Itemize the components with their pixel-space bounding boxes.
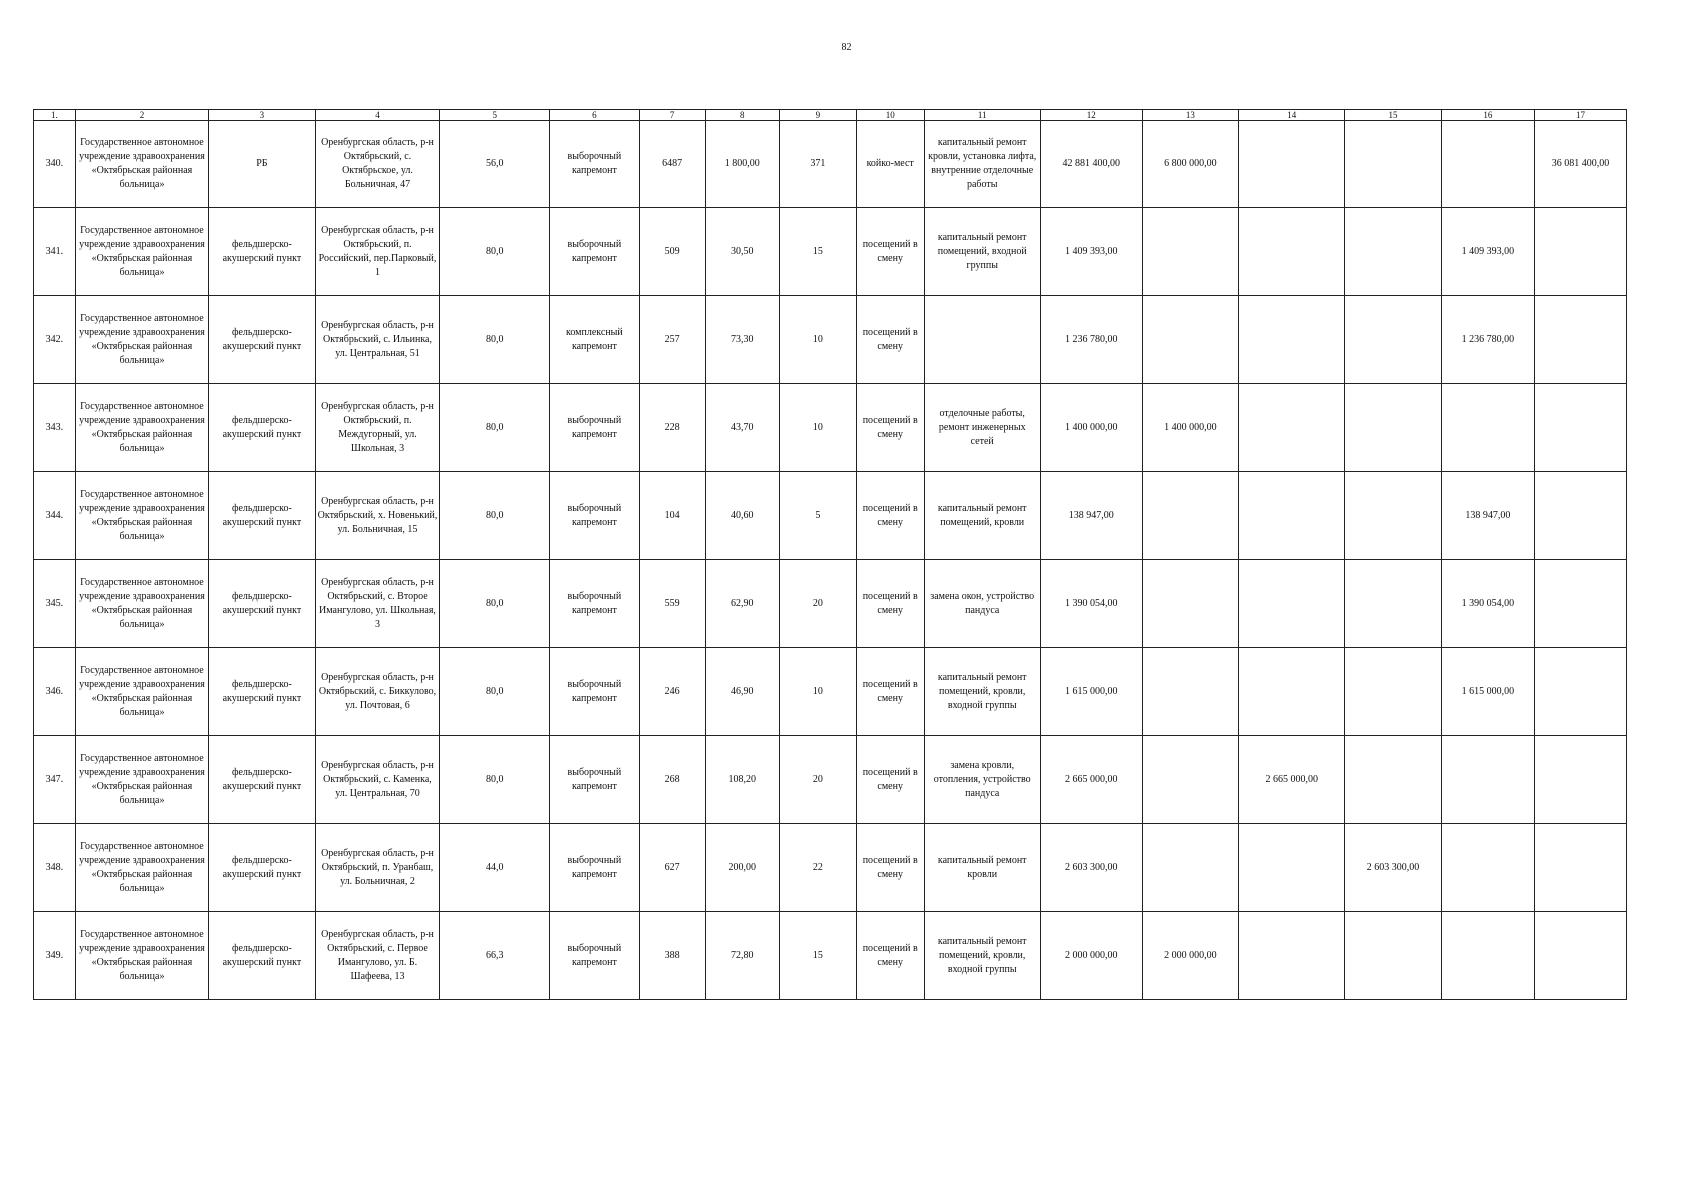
col-8-value: 1 800,00 bbox=[705, 121, 780, 208]
table-row bbox=[34, 912, 1627, 1000]
column-header: 9 bbox=[780, 110, 857, 121]
total-amount: 138 947,00 bbox=[1040, 472, 1142, 560]
col-13-amount bbox=[1142, 824, 1238, 912]
address: Оренбургская область, р-н Октябрьский, п. Уранбаш, ул. Больничная, 2 bbox=[315, 824, 440, 912]
col-13-amount: 2 000 000,00 bbox=[1142, 912, 1238, 1000]
total-amount: 2 000 000,00 bbox=[1040, 912, 1142, 1000]
works-description: замена окон, устройство пандуса bbox=[924, 560, 1040, 648]
page-number: 82 bbox=[841, 42, 852, 53]
organization: Государственное автономное учреждение здравоохранения «Октябрьская районная больница» bbox=[75, 208, 209, 296]
row-number: 347. bbox=[34, 736, 76, 824]
column-header: 7 bbox=[639, 110, 705, 121]
table-row bbox=[34, 824, 1627, 912]
works-description: замена кровли, отопления, устройство пандуса bbox=[924, 736, 1040, 824]
capacity-unit: посещений в смену bbox=[856, 208, 924, 296]
col-15-amount bbox=[1345, 736, 1441, 824]
repair-type: выборочный капремонт bbox=[549, 472, 639, 560]
row-number: 342. bbox=[34, 296, 76, 384]
col-17-amount bbox=[1534, 296, 1626, 384]
col-5-value: 80,0 bbox=[440, 560, 550, 648]
col-14-amount bbox=[1239, 121, 1345, 208]
works-description: капитальный ремонт помещений, входной группы bbox=[924, 208, 1040, 296]
col-16-amount bbox=[1441, 384, 1534, 472]
works-description: отделочные работы, ремонт инженерных сетей bbox=[924, 384, 1040, 472]
col-7-value: 104 bbox=[639, 472, 705, 560]
col-17-amount bbox=[1534, 736, 1626, 824]
col-13-amount bbox=[1142, 560, 1238, 648]
col-13-amount: 6 800 000,00 bbox=[1142, 121, 1238, 208]
column-header: 16 bbox=[1441, 110, 1534, 121]
capacity-unit: посещений в смену bbox=[856, 560, 924, 648]
works-description: капитальный ремонт помещений, кровли, входной группы bbox=[924, 648, 1040, 736]
col-7-value: 509 bbox=[639, 208, 705, 296]
col-14-amount bbox=[1239, 296, 1345, 384]
table-row bbox=[34, 736, 1627, 824]
facility-type: фельдшерско-акушерский пункт bbox=[209, 560, 315, 648]
column-header: 4 bbox=[315, 110, 440, 121]
col-17-amount bbox=[1534, 912, 1626, 1000]
capacity-unit: посещений в смену bbox=[856, 912, 924, 1000]
address: Оренбургская область, р-н Октябрьский, с. Второе Имангулово, ул. Школьная, 3 bbox=[315, 560, 440, 648]
column-header: 5 bbox=[440, 110, 550, 121]
row-number: 340. bbox=[34, 121, 76, 208]
col-8-value: 73,30 bbox=[705, 296, 780, 384]
col-5-value: 44,0 bbox=[440, 824, 550, 912]
capacity-unit: посещений в смену bbox=[856, 736, 924, 824]
col-15-amount bbox=[1345, 121, 1441, 208]
col-8-value: 200,00 bbox=[705, 824, 780, 912]
col-13-amount bbox=[1142, 648, 1238, 736]
col-15-amount: 2 603 300,00 bbox=[1345, 824, 1441, 912]
row-number: 344. bbox=[34, 472, 76, 560]
total-amount: 2 603 300,00 bbox=[1040, 824, 1142, 912]
col-16-amount bbox=[1441, 736, 1534, 824]
facility-type: фельдшерско-акушерский пункт bbox=[209, 472, 315, 560]
organization: Государственное автономное учреждение здравоохранения «Октябрьская районная больница» bbox=[75, 296, 209, 384]
address: Оренбургская область, р-н Октябрьский, с. Каменка, ул. Центральная, 70 bbox=[315, 736, 440, 824]
column-header: 3 bbox=[209, 110, 315, 121]
col-9-value: 5 bbox=[780, 472, 857, 560]
repair-type: выборочный капремонт bbox=[549, 560, 639, 648]
total-amount: 1 390 054,00 bbox=[1040, 560, 1142, 648]
address: Оренбургская область, р-н Октябрьский, п. Междугорный, ул. Школьная, 3 bbox=[315, 384, 440, 472]
table-body bbox=[34, 121, 1627, 1000]
col-7-value: 388 bbox=[639, 912, 705, 1000]
col-5-value: 80,0 bbox=[440, 472, 550, 560]
col-15-amount bbox=[1345, 208, 1441, 296]
repair-type: выборочный капремонт bbox=[549, 121, 639, 208]
address: Оренбургская область, р-н Октябрьский, с. Биккулово, ул. Почтовая, 6 bbox=[315, 648, 440, 736]
facility-type: фельдшерско-акушерский пункт bbox=[209, 736, 315, 824]
repair-type: комплексный капремонт bbox=[549, 296, 639, 384]
address: Оренбургская область, р-н Октябрьский, с. Первое Имангулово, ул. Б. Шафеева, 13 bbox=[315, 912, 440, 1000]
col-9-value: 22 bbox=[780, 824, 857, 912]
col-9-value: 10 bbox=[780, 296, 857, 384]
column-header: 8 bbox=[705, 110, 780, 121]
organization: Государственное автономное учреждение здравоохранения «Октябрьская районная больница» bbox=[75, 648, 209, 736]
capacity-unit: койко-мест bbox=[856, 121, 924, 208]
col-9-value: 10 bbox=[780, 384, 857, 472]
capacity-unit: посещений в смену bbox=[856, 472, 924, 560]
address: Оренбургская область, р-н Октябрьский, х. Новенький, ул. Больничная, 15 bbox=[315, 472, 440, 560]
row-number: 345. bbox=[34, 560, 76, 648]
col-14-amount bbox=[1239, 560, 1345, 648]
col-13-amount bbox=[1142, 736, 1238, 824]
col-5-value: 80,0 bbox=[440, 384, 550, 472]
capacity-unit: посещений в смену bbox=[856, 648, 924, 736]
organization: Государственное автономное учреждение здравоохранения «Октябрьская районная больница» bbox=[75, 560, 209, 648]
col-17-amount bbox=[1534, 472, 1626, 560]
address: Оренбургская область, р-н Октябрьский, с. Ильинка, ул. Центральная, 51 bbox=[315, 296, 440, 384]
table-row bbox=[34, 208, 1627, 296]
col-15-amount bbox=[1345, 648, 1441, 736]
col-9-value: 15 bbox=[780, 208, 857, 296]
total-amount: 1 400 000,00 bbox=[1040, 384, 1142, 472]
address: Оренбургская область, р-н Октябрьский, п. Российский, пер.Парковый, 1 bbox=[315, 208, 440, 296]
repair-type: выборочный капремонт bbox=[549, 736, 639, 824]
column-header: 15 bbox=[1345, 110, 1441, 121]
facility-type: РБ bbox=[209, 121, 315, 208]
row-number: 349. bbox=[34, 912, 76, 1000]
address: Оренбургская область, р-н Октябрьский, с. Октябрьское, ул. Больничная, 47 bbox=[315, 121, 440, 208]
col-17-amount bbox=[1534, 384, 1626, 472]
col-15-amount bbox=[1345, 384, 1441, 472]
total-amount: 1 409 393,00 bbox=[1040, 208, 1142, 296]
col-16-amount: 138 947,00 bbox=[1441, 472, 1534, 560]
total-amount: 1 236 780,00 bbox=[1040, 296, 1142, 384]
table-row bbox=[34, 648, 1627, 736]
col-5-value: 66,3 bbox=[440, 912, 550, 1000]
works-description: капитальный ремонт помещений, кровли bbox=[924, 472, 1040, 560]
col-14-amount bbox=[1239, 208, 1345, 296]
col-16-amount: 1 615 000,00 bbox=[1441, 648, 1534, 736]
column-header: 11 bbox=[924, 110, 1040, 121]
col-16-amount: 1 390 054,00 bbox=[1441, 560, 1534, 648]
organization: Государственное автономное учреждение здравоохранения «Октябрьская районная больница» bbox=[75, 384, 209, 472]
table-row bbox=[34, 121, 1627, 208]
organization: Государственное автономное учреждение здравоохранения «Октябрьская районная больница» bbox=[75, 736, 209, 824]
col-17-amount bbox=[1534, 824, 1626, 912]
column-header: 12 bbox=[1040, 110, 1142, 121]
works-description: капитальный ремонт кровли bbox=[924, 824, 1040, 912]
col-5-value: 80,0 bbox=[440, 296, 550, 384]
row-number: 348. bbox=[34, 824, 76, 912]
col-14-amount: 2 665 000,00 bbox=[1239, 736, 1345, 824]
col-9-value: 10 bbox=[780, 648, 857, 736]
col-7-value: 268 bbox=[639, 736, 705, 824]
column-header: 6 bbox=[549, 110, 639, 121]
capacity-unit: посещений в смену bbox=[856, 824, 924, 912]
repair-type: выборочный капремонт bbox=[549, 208, 639, 296]
organization: Государственное автономное учреждение здравоохранения «Октябрьская районная больница» bbox=[75, 824, 209, 912]
col-17-amount: 36 081 400,00 bbox=[1534, 121, 1626, 208]
repair-type: выборочный капремонт bbox=[549, 912, 639, 1000]
col-7-value: 627 bbox=[639, 824, 705, 912]
col-7-value: 228 bbox=[639, 384, 705, 472]
col-5-value: 56,0 bbox=[440, 121, 550, 208]
col-7-value: 559 bbox=[639, 560, 705, 648]
row-number: 343. bbox=[34, 384, 76, 472]
facility-type: фельдшерско-акушерский пункт bbox=[209, 384, 315, 472]
col-13-amount: 1 400 000,00 bbox=[1142, 384, 1238, 472]
col-7-value: 6487 bbox=[639, 121, 705, 208]
col-8-value: 30,50 bbox=[705, 208, 780, 296]
col-7-value: 246 bbox=[639, 648, 705, 736]
data-table bbox=[33, 109, 1627, 1000]
col-5-value: 80,0 bbox=[440, 648, 550, 736]
col-9-value: 20 bbox=[780, 736, 857, 824]
col-14-amount bbox=[1239, 912, 1345, 1000]
col-15-amount bbox=[1345, 472, 1441, 560]
organization: Государственное автономное учреждение здравоохранения «Октябрьская районная больница» bbox=[75, 912, 209, 1000]
repair-type: выборочный капремонт bbox=[549, 648, 639, 736]
column-header: 17 bbox=[1534, 110, 1626, 121]
col-16-amount bbox=[1441, 121, 1534, 208]
col-14-amount bbox=[1239, 824, 1345, 912]
col-17-amount bbox=[1534, 560, 1626, 648]
table-row bbox=[34, 560, 1627, 648]
col-14-amount bbox=[1239, 472, 1345, 560]
row-number: 346. bbox=[34, 648, 76, 736]
col-13-amount bbox=[1142, 296, 1238, 384]
organization: Государственное автономное учреждение здравоохранения «Октябрьская районная больница» bbox=[75, 121, 209, 208]
col-13-amount bbox=[1142, 208, 1238, 296]
col-16-amount: 1 236 780,00 bbox=[1441, 296, 1534, 384]
col-8-value: 40,60 bbox=[705, 472, 780, 560]
total-amount: 2 665 000,00 bbox=[1040, 736, 1142, 824]
col-14-amount bbox=[1239, 384, 1345, 472]
col-16-amount bbox=[1441, 912, 1534, 1000]
row-number: 341. bbox=[34, 208, 76, 296]
col-8-value: 46,90 bbox=[705, 648, 780, 736]
col-8-value: 108,20 bbox=[705, 736, 780, 824]
column-header: 2 bbox=[75, 110, 209, 121]
col-16-amount bbox=[1441, 824, 1534, 912]
col-15-amount bbox=[1345, 296, 1441, 384]
col-5-value: 80,0 bbox=[440, 208, 550, 296]
facility-type: фельдшерско-акушерский пункт bbox=[209, 208, 315, 296]
col-15-amount bbox=[1345, 912, 1441, 1000]
col-13-amount bbox=[1142, 472, 1238, 560]
col-8-value: 43,70 bbox=[705, 384, 780, 472]
col-5-value: 80,0 bbox=[440, 736, 550, 824]
table-row bbox=[34, 296, 1627, 384]
col-9-value: 371 bbox=[780, 121, 857, 208]
col-7-value: 257 bbox=[639, 296, 705, 384]
works-description bbox=[924, 296, 1040, 384]
facility-type: фельдшерско-акушерский пункт bbox=[209, 912, 315, 1000]
col-17-amount bbox=[1534, 208, 1626, 296]
capacity-unit: посещений в смену bbox=[856, 296, 924, 384]
col-14-amount bbox=[1239, 648, 1345, 736]
column-header: 13 bbox=[1142, 110, 1238, 121]
organization: Государственное автономное учреждение здравоохранения «Октябрьская районная больница» bbox=[75, 472, 209, 560]
repair-type: выборочный капремонт bbox=[549, 824, 639, 912]
table-row bbox=[34, 384, 1627, 472]
col-8-value: 72,80 bbox=[705, 912, 780, 1000]
column-header: 14 bbox=[1239, 110, 1345, 121]
col-15-amount bbox=[1345, 560, 1441, 648]
column-header: 1. bbox=[34, 110, 76, 121]
col-9-value: 15 bbox=[780, 912, 857, 1000]
facility-type: фельдшерско-акушерский пункт bbox=[209, 296, 315, 384]
table-row bbox=[34, 472, 1627, 560]
total-amount: 1 615 000,00 bbox=[1040, 648, 1142, 736]
col-16-amount: 1 409 393,00 bbox=[1441, 208, 1534, 296]
works-description: капитальный ремонт помещений, кровли, входной группы bbox=[924, 912, 1040, 1000]
col-17-amount bbox=[1534, 648, 1626, 736]
col-8-value: 62,90 bbox=[705, 560, 780, 648]
capacity-unit: посещений в смену bbox=[856, 384, 924, 472]
col-9-value: 20 bbox=[780, 560, 857, 648]
facility-type: фельдшерско-акушерский пункт bbox=[209, 648, 315, 736]
total-amount: 42 881 400,00 bbox=[1040, 121, 1142, 208]
header-row bbox=[34, 110, 1627, 121]
repair-type: выборочный капремонт bbox=[549, 384, 639, 472]
works-description: капитальный ремонт кровли, установка лифта, внутренние отделочные работы bbox=[924, 121, 1040, 208]
facility-type: фельдшерско-акушерский пункт bbox=[209, 824, 315, 912]
column-header: 10 bbox=[856, 110, 924, 121]
